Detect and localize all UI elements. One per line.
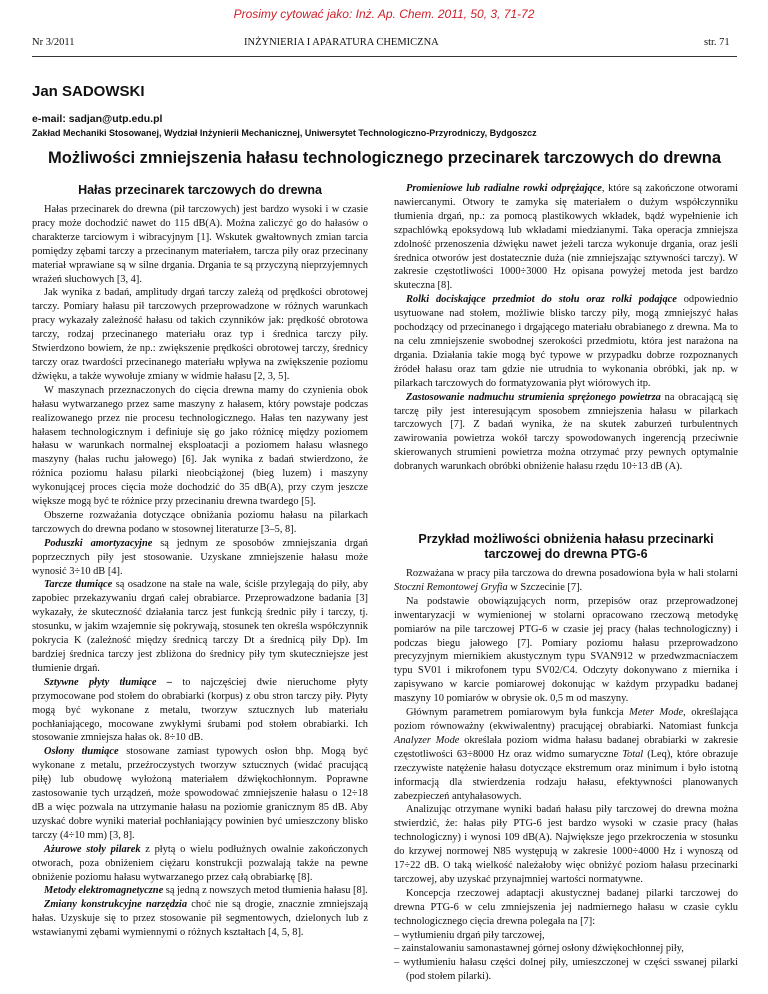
author-name: Jan SADOWSKI [32, 83, 145, 100]
page-number: str. 71 [704, 37, 730, 48]
paragraph: Osłony tłumiące stosowane zamiast typowych osłon bhp. Mogą być wykonane z metalu, przeźroczystych tworzyw sztucznych (widać pracującą piłę) lub obudowę wyłożoną materiałem dźwiękochłonnym. Poprawne zastosowanie tych urządzeń, może spowodować zmniejszenie hałasu o 12÷18 dB a więc pozwala na utrzymanie hałasu na poziomie granicznym 85 dB. Aby uzyskać dobre wyniki materiał pochłaniający powinien być umieszczony blisko tarczy (4÷10 mm) [3, 8]. [32, 746, 368, 841]
right-column-top [394, 182, 738, 474]
citation-note: Prosimy cytować jako: Inż. Ap. Chem. 2011, 50, 3, 71-72 [233, 7, 535, 21]
measures-list [394, 929, 738, 985]
run-in-term: Zmiany konstrukcyjne narzędzia [44, 899, 188, 911]
paragraph: Analizując otrzymane wyniki badań hałasu piły tarczowej do drewna można stwierdzić, że: hałas piły PTG-6 jest bardzo wysoki w czasie pracy (hałas technologiczny) i wynosi 109 dB(A). Największe jego przekroczenia w stosunku do krzywej normowej N85 występują w zakresie 1000÷4000 Hz i wynoszą od 17÷22 dB. O taką wielkość należałoby więc obniżyć poziom hałasu przecinarki tarczowej, aby uzyskać przynajmniej wartości normatywne. [394, 804, 738, 885]
run-in-term: Metody elektromagnetyczne [44, 885, 164, 897]
paragraph: Zmiany konstrukcyjne narzędzia choć nie są drogie, znacznie zmniejszają hałas. Uzyskuje się to przez stosowanie pił segmentowych, dzielonych lub z wstawianymi zębami wymiennymi o różnych kształtach [4, 5, 8]. [32, 899, 368, 939]
list-item: – wytłumieniu drgań piły tarczowej, [394, 929, 545, 941]
paragraph: Tarcze tłumiące są osadzone na stałe na wale, ściśle przylegają do piły, aby zapobiec przekazywaniu drgań całej obrabiarce. Przeprowadzone badania [3] wykazały, że skuteczność działania tarcz jest funkcją średnic piły i tarczy, tj. stosunku, w jakim wzajemnie się pokrywają, stosunek ten określa współczynnik pokrycia K (zależność między średnicą tarczy Dt a średnicą piły Dp). Im bardziej średnica tarczy jest zbliżona do średnicy piły tym skuteczniejsze jest tłumienie drgań. [32, 579, 369, 674]
paragraph: Rolki dociskające przedmiot do stołu oraz rolki podające odpowiednio usytuowane nad stołem, możliwie blisko tarczy piły, mogą zmniejszyć hałas pochodzący od przecinanego i drgającego materiału obrabianego z drewna. Ma to na celu zmniejszenie swobodnej szerokości przedmiotu, która jest narażona na drgania. Działania takie mogą być typowe w przypadku dobrze rozpoznanych źródeł hałasu oraz tam gdzie nie utrudnia to wykonania obróbki, jak np. w pilarkach tarczowych do formatyzowania płyt wiórowych itp. [394, 294, 738, 389]
section-heading: Przykład możliwości obniżenia hałasu przecinarki tarczowej do drewna PTG-6 [418, 532, 714, 561]
paragraph: Zastosowanie nadmuchu strumienia sprężonego powietrza na obracającą się tarczę piły jest interesującym sposobem zmniejszenia hałasu w pilarkach tarczowych [7]. Z badań wynika, że na skutek zaburzeń turbulentnych zawirowania powietrza wokół tarczy spowodowanych ingerencją przeciwnie skierowanych strumieni powietrza można otrzymać przy pewnych optymalnie dobranych warunkach obróbki obniżenie hałasu rzędu 10÷13 dB (A). [394, 391, 738, 473]
run-in-term: Promieniowe lub radialne rowki odprężające [406, 183, 602, 194]
paragraph: Ażurowe stoły pilarek z płytą o wielu podłużnych owalnie zakończonych otworach, poza obniżeniem ciężaru konstrukcji pozwalają także na pewne obniżenie poziomu hałasu wytwarzanego przez całą obrabiarkę [8]. [32, 843, 368, 883]
paragraph: Rozważana w pracy piła tarczowa do drewna posadowiona była w hali stolarni Stoczni Remontowej Gryfia w Szczecinie [7]. [394, 568, 738, 593]
run-in-term: Poduszki amortyzacyjne [44, 537, 153, 549]
paragraph: Promieniowe lub radialne rowki odprężające, które są zakończone otworami nawiercanymi. Otwory te zamyka się materiałem o dużym współczynniku tłumienia drgań, np.: za pomocą plastikowych wkładek, bądź wypełnienie ich szpachlówką epoksydową lub wkładami miedzianymi. Taka operacja zmniejsza zdolność przenoszenia dźwięku nawet jeżeli tarcza wykonuje drgania, oraz jeśli średnica otworów jest dostatecznie duża (nie zmniejszając sztywności tarczy). W zakresie częstotliwości 1000÷3000 Hz opisana powyżej metoda jest bardzo skuteczna [8]. [394, 183, 738, 292]
paragraph: Hałas przecinarek do drewna (pił tarczowych) jest bardzo wysoki i w czasie pracy może dochodzić nawet do 115 dB(A). Można zaliczyć go do hałasów o charakterze tarciowym i wibracyjnym [1]. Wskutek gwałtownych zmian tarcia pomiędzy zębami tarczy a przecinanym materiałem, tarcza piły oraz przecinany materiał wprawiane są w silne drgania. Drgania te są przyczyną nieprzyjemnych wrażeń słuchowych [3, 4]. [32, 204, 368, 285]
paragraph: Jak wynika z badań, amplitudy drgań tarczy zależą od prędkości obrotowej tarczy. Pomiary hałasu pił tarczowych przeprowadzone w różnych warunkach pracy wykazały zależność hałasu od takich czynników jak: prędkość obrotowa tarczy, rodzaj przecinanego materiału oraz typ i średnica tarczy piły. Stwierdzono bowiem, że np.: zwiększenie prędkości obrotowej tarczy, średnicy tarczy oraz twardości przecinanego materiału wpływa na zwiększenie poziomu dźwięku, a także wywołuje zmiany w widmie hałasu [2, 3, 5]. [32, 287, 368, 382]
list-item: – zainstalowaniu samonastawnej górnej osłony dźwiękochłonnej piły, [394, 943, 684, 955]
paper-title: Możliwości zmniejszenia hałasu technologicznego przecinarek tarczowych do drewna [48, 149, 721, 167]
paragraph: W maszynach przeznaczonych do cięcia drewna mamy do czynienia obok hałasu wytwarzanego przez same maszyny z hałasem, który powstaje podczas realizowanego przez nie procesu technologicznego. Hałas ten nazywany jest hałasem technologicznym i definiuje się go jako różnicę między poziomem hałasu w warunkach normalnej eksploatacji a poziomem hałasu własnego maszyny (hałas ruchu jałowego) [6]. Jak wynika z badań stwierdzono, że różnica poziomu hałasu pilarki nieobciążonej (bieg luzem) i maszyny wykonującej proces cięcia może dochodzić do 35 dB(A), przy czym jeszcze większe mogą być te różnice przy przecinaniu drewna twardego [5]. [32, 384, 368, 508]
run-in-term: Rolki dociskające przedmiot do stołu oraz rolki podające [406, 294, 677, 306]
paragraph: Sztywne płyty tłumiące – to najczęściej dwie nieruchome płyty przymocowane pod stołem do obrabiarki (korpus) z obu stron tarczy piły. Płyty mogą być wykonane z metalu, tworzyw sztucznych lub materiału pochłaniającego, mocowane zwykłymi śrubami pod stołem obrabiarki. Ich stosowanie zmniejsza hałas ok. 8÷10 dB. [32, 676, 369, 744]
run-in-term: Osłony tłumiące [44, 746, 119, 758]
affiliation: Zakład Mechaniki Stosowanej, Wydział Inżynierii Mechanicznej, Uniwersytet Technologiczno-Przyrodniczy, Bydgoszcz [32, 128, 537, 138]
paragraph: Metody elektromagnetyczne są jedną z nowszych metod tłumienia hałasu [8]. [44, 885, 368, 897]
header-divider [32, 56, 737, 57]
author-email: e-mail: sadjan@utp.edu.pl [32, 113, 163, 125]
paragraph: Obszerne rozważania dotyczące obniżania poziomu hałasu na pilarkach tarczowych do drewna podano w stosownej literaturze [3–5, 8]. [32, 509, 368, 535]
left-column [32, 183, 368, 940]
run-in-term: Tarcze tłumiące [44, 579, 113, 591]
run-in-term: Zastosowanie nadmuchu strumienia sprężonego powietrza [406, 391, 661, 403]
run-in-term: Ażurowe stoły pilarek [44, 843, 141, 855]
paragraph: Głównym parametrem pomiarowym była funkcja Meter Mode, określająca poziom równoważny (ekwiwalentny) pracującej obrabiarki. Natomiast funkcja Analyzer Mode określała poziom widma hałasu badanej obrabiarki w zakresie częstotliwości 63÷8000 Hz oraz widmo sumaryczne Total (Leq), które obrazuje rzeczywiste natężenie hałasu dotyczące ekstremum oraz minimum i było istotną informacją dla stwierdzenia rodzaju hałasu, efektywności planowanych zabezpieczeń antyhałasowych. [394, 707, 738, 802]
paragraph: Poduszki amortyzacyjne są jednym ze sposobów zmniejszania drgań poprzecznych piły jest stosowanie. Uzyskane zmniejszenie hałasu może wynosić 3÷10 dB [4]. [32, 537, 369, 577]
issue-number: Nr 3/2011 [32, 37, 75, 48]
paragraph: Koncepcja rzeczowej adaptacji akustycznej badanej pilarki tarczowej do drewna PTG-6 w celu zmniejszenia jej nadmiernego hałasu w czasie cyklu technologicznego cięcia drewna polegała na [7]: [394, 887, 738, 927]
section-heading: Hałas przecinarek tarczowych do drewna [78, 183, 322, 197]
run-in-term: Sztywne płyty tłumiące – [44, 676, 173, 688]
journal-name: INŻYNIERIA I APARATURA CHEMICZNA [244, 37, 439, 48]
list-item: – wytłumieniu hałasu części dolnej piły, umieszczonej w części sswanej pilarki (pod stołem pilarki). [394, 957, 738, 983]
paragraph: Na podstawie obowiązujących norm, przepisów oraz przeprowadzonej inwentaryzacji w wymienionej w stolarni opracowano rzeczową metodykę pomiarów na pile tarczowej PTG-6 w czasie jej pracy (hałas technologiczny) i podczas biegu jałowego [7]. Pomiary poziomu hałasu przeprowadzono precyzyjnym miernikiem akustycznym typu SVAN912 w przedwzmacniaczem typu SV01 i mikrofonem typu SV02/C4. Odczyty dokonywano z miernika i zapisywano w karcie pomiarowej dokonując w każdym przypadku badanej maszyny 10 pomiarów w obrysie ok. 0,5 m od maszyny. [394, 595, 738, 705]
right-column-bottom [394, 532, 738, 984]
